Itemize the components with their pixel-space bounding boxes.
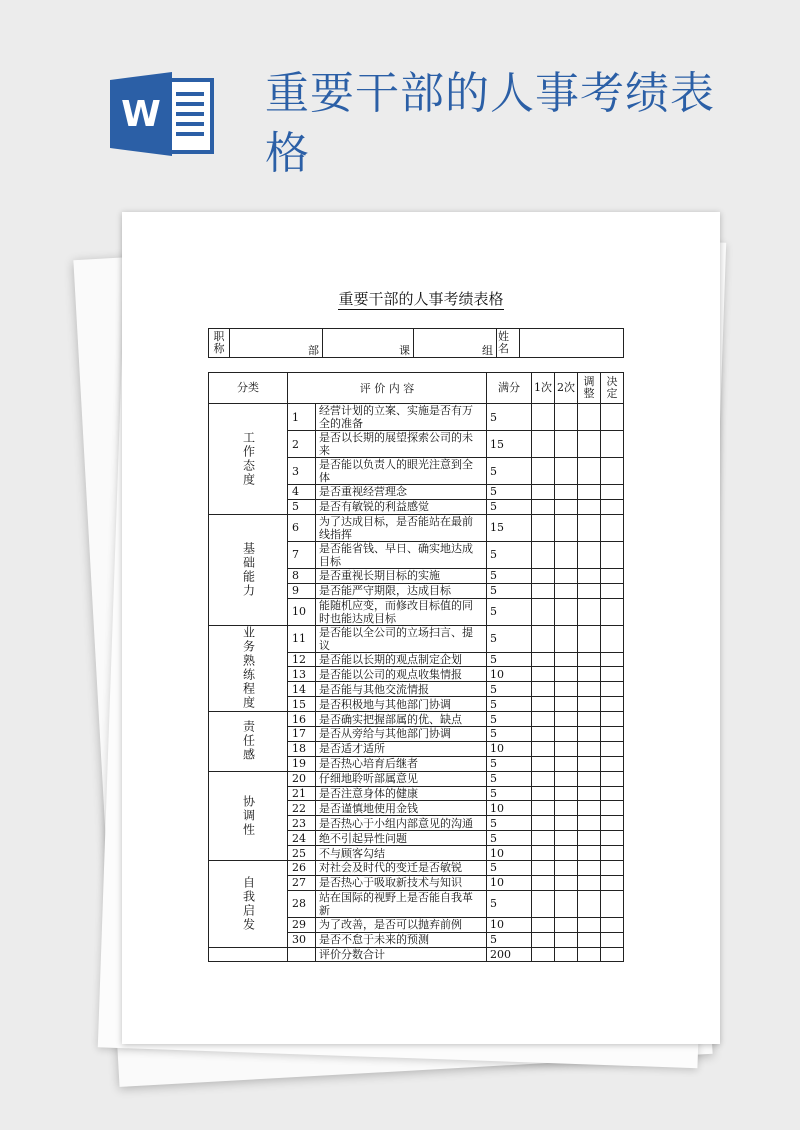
full-score: 5 <box>487 652 532 667</box>
decision-cell[interactable] <box>601 831 624 846</box>
adjust-cell[interactable] <box>578 890 601 917</box>
second-round-cell[interactable] <box>555 771 578 786</box>
second-round-cell[interactable] <box>555 598 578 625</box>
second-round-cell[interactable] <box>555 485 578 500</box>
second-round-cell[interactable] <box>555 625 578 652</box>
first-round-cell[interactable] <box>532 499 555 514</box>
item-number: 25 <box>288 846 316 861</box>
decision-cell[interactable] <box>601 932 624 947</box>
item-text: 是否能以长期的观点制定企划 <box>316 652 487 667</box>
table-row <box>209 625 624 652</box>
item-text: 是否能以全公司的立场扫言、提议 <box>316 625 487 652</box>
decision-cell[interactable] <box>601 875 624 890</box>
item-number: 29 <box>288 917 316 932</box>
second-round-cell[interactable] <box>555 801 578 816</box>
item-number: 22 <box>288 801 316 816</box>
second-round-cell[interactable] <box>555 652 578 667</box>
item-number: 13 <box>288 667 316 682</box>
item-text: 是否能省钱、早日、确实地达成目标 <box>316 541 487 568</box>
adjust-cell[interactable] <box>578 652 601 667</box>
decision-header: 决定 <box>601 373 624 404</box>
first-round-cell[interactable] <box>532 875 555 890</box>
first-round-cell[interactable] <box>532 652 555 667</box>
item-text: 是否能以公司的观点收集情报 <box>316 667 487 682</box>
item-number: 15 <box>288 697 316 712</box>
decision-cell[interactable] <box>601 741 624 756</box>
adjust-cell[interactable] <box>578 932 601 947</box>
second-round-cell[interactable] <box>555 541 578 568</box>
first-round-cell[interactable] <box>532 458 555 485</box>
item-text: 对社会及时代的变迁是否敏锐 <box>316 861 487 876</box>
item-text: 是否从旁给与其他部门协调 <box>316 727 487 742</box>
adjust-cell[interactable] <box>578 756 601 771</box>
full-score: 15 <box>487 431 532 458</box>
first-round-cell[interactable] <box>532 697 555 712</box>
full-score: 10 <box>487 846 532 861</box>
section-label: 课 <box>323 329 414 358</box>
adjust-cell[interactable] <box>578 875 601 890</box>
item-text: 仔细地聆听部属意见 <box>316 771 487 786</box>
full-score-header: 满分 <box>487 373 532 404</box>
decision-cell[interactable] <box>601 652 624 667</box>
second-round-cell[interactable] <box>555 431 578 458</box>
first-round-cell[interactable] <box>532 667 555 682</box>
adjust-cell[interactable] <box>578 697 601 712</box>
document-title: 重要干部的人事考绩表格 <box>338 290 504 308</box>
first-round-cell[interactable] <box>532 625 555 652</box>
decision-cell[interactable] <box>601 458 624 485</box>
page-title: 重要干部的人事考绩表格 <box>265 68 715 179</box>
item-text: 为了达成目标，是否能站在最前线指挥 <box>316 514 487 541</box>
first-round-cell[interactable] <box>532 846 555 861</box>
first-round-cell[interactable] <box>532 741 555 756</box>
total-row <box>209 947 624 962</box>
second-round-cell[interactable] <box>555 816 578 831</box>
total-score: 200 <box>487 947 532 962</box>
second-round-cell[interactable] <box>555 831 578 846</box>
full-score: 10 <box>487 667 532 682</box>
second-round-cell[interactable] <box>555 846 578 861</box>
adjust-cell[interactable] <box>578 712 601 727</box>
second-round-cell[interactable] <box>555 568 578 583</box>
full-score: 10 <box>487 741 532 756</box>
decision-cell[interactable] <box>601 404 624 431</box>
item-number: 8 <box>288 568 316 583</box>
first-round-cell[interactable] <box>532 786 555 801</box>
item-text: 是否以长期的展望探索公司的未来 <box>316 431 487 458</box>
item-number: 18 <box>288 741 316 756</box>
full-score: 5 <box>487 682 532 697</box>
item-number: 9 <box>288 583 316 598</box>
item-text: 是否有敏锐的利益感觉 <box>316 499 487 514</box>
first-round-cell[interactable] <box>532 861 555 876</box>
item-text: 是否热心于小组内部意见的沟通 <box>316 816 487 831</box>
full-score: 5 <box>487 568 532 583</box>
decision-cell[interactable] <box>601 697 624 712</box>
content-header: 评 价 内 容 <box>288 373 487 404</box>
item-text: 为了改善，是否可以抛弃前例 <box>316 917 487 932</box>
item-number: 23 <box>288 816 316 831</box>
decision-cell[interactable] <box>601 598 624 625</box>
item-text: 是否能以负责人的眼光注意到全体 <box>316 458 487 485</box>
full-score: 5 <box>487 932 532 947</box>
second-round-cell[interactable] <box>555 697 578 712</box>
item-text: 是否注意身体的健康 <box>316 786 487 801</box>
full-score: 5 <box>487 625 532 652</box>
decision-cell[interactable] <box>601 861 624 876</box>
adjust-cell[interactable] <box>578 771 601 786</box>
second-round-cell[interactable] <box>555 404 578 431</box>
adjust-header: 调整 <box>578 373 601 404</box>
category-label: 业务熟练程度 <box>209 625 288 712</box>
adjust-cell[interactable] <box>578 583 601 598</box>
item-text: 经营计划的立案、实施是否有万全的准备 <box>316 404 487 431</box>
adjust-cell[interactable] <box>578 786 601 801</box>
total-label: 评价分数合计 <box>316 947 487 962</box>
decision-cell[interactable] <box>601 514 624 541</box>
category-label: 自我启发 <box>209 861 288 948</box>
item-number: 20 <box>288 771 316 786</box>
full-score: 5 <box>487 541 532 568</box>
adjust-cell[interactable] <box>578 947 601 962</box>
dept-label: 部 <box>230 329 323 358</box>
decision-cell[interactable] <box>601 756 624 771</box>
category-label: 协调性 <box>209 771 288 860</box>
first-round-cell[interactable] <box>532 485 555 500</box>
item-number: 17 <box>288 727 316 742</box>
item-number: 11 <box>288 625 316 652</box>
decision-cell[interactable] <box>601 846 624 861</box>
full-score: 10 <box>487 917 532 932</box>
item-text: 不与顾客勾结 <box>316 846 487 861</box>
item-number: 5 <box>288 499 316 514</box>
second-round-cell[interactable] <box>555 917 578 932</box>
adjust-cell[interactable] <box>578 682 601 697</box>
decision-cell[interactable] <box>601 890 624 917</box>
item-text: 是否热心培育后继者 <box>316 756 487 771</box>
item-number: 2 <box>288 431 316 458</box>
second-round-cell[interactable] <box>555 932 578 947</box>
decision-cell[interactable] <box>601 667 624 682</box>
second-round-cell[interactable] <box>555 712 578 727</box>
item-text: 是否能与其他交流情报 <box>316 682 487 697</box>
full-score: 5 <box>487 404 532 431</box>
decision-cell[interactable] <box>601 485 624 500</box>
first-round-cell[interactable] <box>532 682 555 697</box>
item-number: 19 <box>288 756 316 771</box>
item-text: 绝不引起异性问题 <box>316 831 487 846</box>
adjust-cell[interactable] <box>578 514 601 541</box>
item-text: 是否能严守期限，达成目标 <box>316 583 487 598</box>
second-round-cell[interactable] <box>555 514 578 541</box>
table-row <box>209 404 624 431</box>
full-score: 5 <box>487 485 532 500</box>
first-round-cell[interactable] <box>532 831 555 846</box>
document-page <box>122 212 720 1044</box>
second-round-cell[interactable] <box>555 727 578 742</box>
first-round-cell[interactable] <box>532 541 555 568</box>
first-round-cell[interactable] <box>532 514 555 541</box>
table-row <box>209 861 624 876</box>
item-number: 21 <box>288 786 316 801</box>
item-number: 30 <box>288 932 316 947</box>
category-label: 责任感 <box>209 712 288 772</box>
decision-cell[interactable] <box>601 727 624 742</box>
item-text: 能随机应变，而修改目标值的同时也能达成目标 <box>316 598 487 625</box>
full-score: 5 <box>487 771 532 786</box>
second-round-cell[interactable] <box>555 583 578 598</box>
adjust-cell[interactable] <box>578 404 601 431</box>
decision-cell[interactable] <box>601 786 624 801</box>
table-header-row <box>209 373 624 404</box>
item-text: 站在国际的视野上是否能自我革新 <box>316 890 487 917</box>
category-label: 工作态度 <box>209 404 288 515</box>
full-score: 5 <box>487 816 532 831</box>
full-score: 5 <box>487 861 532 876</box>
table-row <box>209 514 624 541</box>
first-round-cell[interactable] <box>532 712 555 727</box>
decision-cell[interactable] <box>601 568 624 583</box>
item-text: 是否确实把握部属的优、缺点 <box>316 712 487 727</box>
total-blank-cell <box>209 947 288 962</box>
total-blank-cell <box>288 947 316 962</box>
item-number: 3 <box>288 458 316 485</box>
item-number: 6 <box>288 514 316 541</box>
first-round-cell[interactable] <box>532 771 555 786</box>
adjust-cell[interactable] <box>578 917 601 932</box>
decision-cell[interactable] <box>601 801 624 816</box>
first-round-cell[interactable] <box>532 727 555 742</box>
adjust-cell[interactable] <box>578 431 601 458</box>
first-round-header: 1次 <box>532 373 555 404</box>
adjust-cell[interactable] <box>578 499 601 514</box>
item-text: 是否不怠于未来的预测 <box>316 932 487 947</box>
adjust-cell[interactable] <box>578 861 601 876</box>
item-number: 28 <box>288 890 316 917</box>
item-number: 16 <box>288 712 316 727</box>
full-score: 5 <box>487 697 532 712</box>
decision-cell[interactable] <box>601 583 624 598</box>
decision-cell[interactable] <box>601 816 624 831</box>
adjust-cell[interactable] <box>578 485 601 500</box>
item-number: 14 <box>288 682 316 697</box>
item-text: 是否重视经营理念 <box>316 485 487 500</box>
second-round-cell[interactable] <box>555 756 578 771</box>
item-text: 是否积极地与其他部门协调 <box>316 697 487 712</box>
full-score: 5 <box>487 890 532 917</box>
item-number: 1 <box>288 404 316 431</box>
item-number: 4 <box>288 485 316 500</box>
second-round-cell[interactable] <box>555 861 578 876</box>
adjust-cell[interactable] <box>578 568 601 583</box>
full-score: 5 <box>487 499 532 514</box>
full-score: 5 <box>487 598 532 625</box>
evaluation-table <box>208 372 624 962</box>
first-round-cell[interactable] <box>532 583 555 598</box>
adjust-cell[interactable] <box>578 741 601 756</box>
first-round-cell[interactable] <box>532 756 555 771</box>
adjust-cell[interactable] <box>578 846 601 861</box>
item-text: 是否适才适所 <box>316 741 487 756</box>
first-round-cell[interactable] <box>532 431 555 458</box>
first-round-cell[interactable] <box>532 917 555 932</box>
full-score: 5 <box>487 712 532 727</box>
adjust-cell[interactable] <box>578 816 601 831</box>
decision-cell[interactable] <box>601 917 624 932</box>
full-score: 5 <box>487 727 532 742</box>
item-number: 7 <box>288 541 316 568</box>
first-round-cell[interactable] <box>532 598 555 625</box>
item-number: 10 <box>288 598 316 625</box>
second-round-cell[interactable] <box>555 890 578 917</box>
second-round-cell[interactable] <box>555 875 578 890</box>
first-round-cell[interactable] <box>532 947 555 962</box>
item-number: 24 <box>288 831 316 846</box>
adjust-cell[interactable] <box>578 625 601 652</box>
adjust-cell[interactable] <box>578 667 601 682</box>
group-label: 组 <box>414 329 497 358</box>
full-score: 10 <box>487 801 532 816</box>
first-round-cell[interactable] <box>532 801 555 816</box>
item-number: 26 <box>288 861 316 876</box>
second-round-cell[interactable] <box>555 682 578 697</box>
decision-cell[interactable] <box>601 682 624 697</box>
adjust-cell[interactable] <box>578 831 601 846</box>
full-score: 10 <box>487 875 532 890</box>
decision-cell[interactable] <box>601 625 624 652</box>
category-header: 分类 <box>209 373 288 404</box>
item-text: 是否谨慎地使用金钱 <box>316 801 487 816</box>
first-round-cell[interactable] <box>532 404 555 431</box>
first-round-cell[interactable] <box>532 932 555 947</box>
second-round-cell[interactable] <box>555 667 578 682</box>
full-score: 5 <box>487 458 532 485</box>
name-label: 姓名 <box>497 329 520 358</box>
second-round-cell[interactable] <box>555 741 578 756</box>
second-round-cell[interactable] <box>555 786 578 801</box>
name-value[interactable] <box>520 329 624 358</box>
first-round-cell[interactable] <box>532 568 555 583</box>
adjust-cell[interactable] <box>578 458 601 485</box>
decision-cell[interactable] <box>601 541 624 568</box>
adjust-cell[interactable] <box>578 541 601 568</box>
decision-cell[interactable] <box>601 771 624 786</box>
adjust-cell[interactable] <box>578 801 601 816</box>
first-round-cell[interactable] <box>532 816 555 831</box>
adjust-cell[interactable] <box>578 598 601 625</box>
adjust-cell[interactable] <box>578 727 601 742</box>
decision-cell[interactable] <box>601 431 624 458</box>
header-info-table <box>208 328 624 358</box>
second-round-cell[interactable] <box>555 947 578 962</box>
category-label: 基础能力 <box>209 514 288 625</box>
full-score: 5 <box>487 786 532 801</box>
svg-text:W: W <box>121 94 161 135</box>
first-round-cell[interactable] <box>532 890 555 917</box>
word-document-icon <box>110 72 214 156</box>
decision-cell[interactable] <box>601 712 624 727</box>
table-row <box>209 712 624 727</box>
item-number: 27 <box>288 875 316 890</box>
position-label: 职称 <box>209 329 230 358</box>
full-score: 5 <box>487 756 532 771</box>
decision-cell[interactable] <box>601 947 624 962</box>
table-row <box>209 771 624 786</box>
second-round-cell[interactable] <box>555 499 578 514</box>
second-round-cell[interactable] <box>555 458 578 485</box>
full-score: 5 <box>487 583 532 598</box>
full-score: 5 <box>487 831 532 846</box>
second-round-header: 2次 <box>555 373 578 404</box>
item-text: 是否热心于吸取新技术与知识 <box>316 875 487 890</box>
decision-cell[interactable] <box>601 499 624 514</box>
item-text: 是否重视长期目标的实施 <box>316 568 487 583</box>
item-number: 12 <box>288 652 316 667</box>
full-score: 15 <box>487 514 532 541</box>
